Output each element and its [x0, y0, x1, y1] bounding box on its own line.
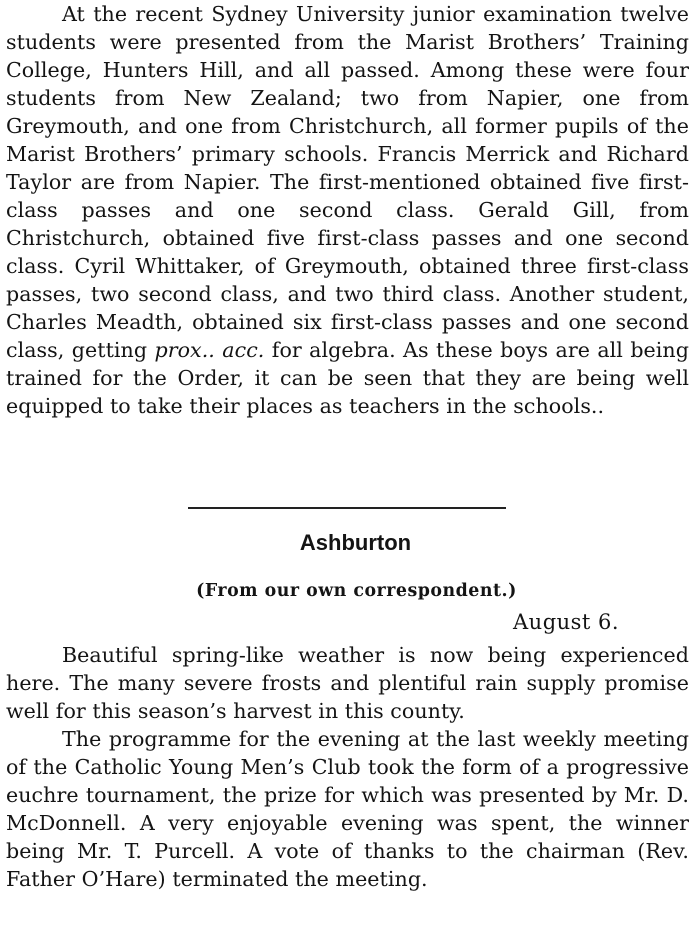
section-divider	[188, 507, 506, 509]
marist-italic-abbrev: prox.. acc.	[154, 338, 265, 362]
marist-college-paragraph	[6, 0, 689, 420]
marist-text-part-1: At the recent Sydney University junior examination twelve students were presented from the Marist Brothers’ Training College, Hunters Hill, and all passed. Among these were four students from New Zealand; two from Napier, one from Greymouth, and one from Christchurch, all former pupils of the Marist Brothers’ primary schools. Francis Merrick and Richard Taylor are from Napier. The first-mentioned obtained five first-class passes and one second class. Gerald Gill, from Christchurch, obtained five first-class passes and one second class. Cyril Whittaker, of Greymouth, obtained three first-class passes, two second class, and two third class. Another student, Charles Meadth, obtained six first-class passes and one second class, getting	[6, 2, 689, 362]
weather-paragraph: Beautiful spring-like weather is now being experienced here. The many severe frosts and plentiful rain supply promise well for this season’s harvest in this county.	[6, 643, 689, 723]
club-meeting-paragraph: The programme for the evening at the last weekly meeting of the Catholic Young Men’s Club took the form of a progressive euchre tournament, the prize for which was presented by Mr. D. McDonnell. A very enjoyable evening was spent, the winner being Mr. T. Purcell. A vote of thanks to the chairman (Rev. Father O’Hare) terminated the meeting.	[6, 727, 689, 891]
dateline: August 6.	[513, 610, 620, 634]
correspondent-byline: (From our own correspondent.)	[196, 581, 517, 601]
marist-text-part-2: for algebra. As these boys are all being trained for the Order, it can be seen that they are being well equipped to take their places as teachers in the schools..	[6, 338, 689, 418]
section-heading: Ashburton	[299, 530, 412, 555]
